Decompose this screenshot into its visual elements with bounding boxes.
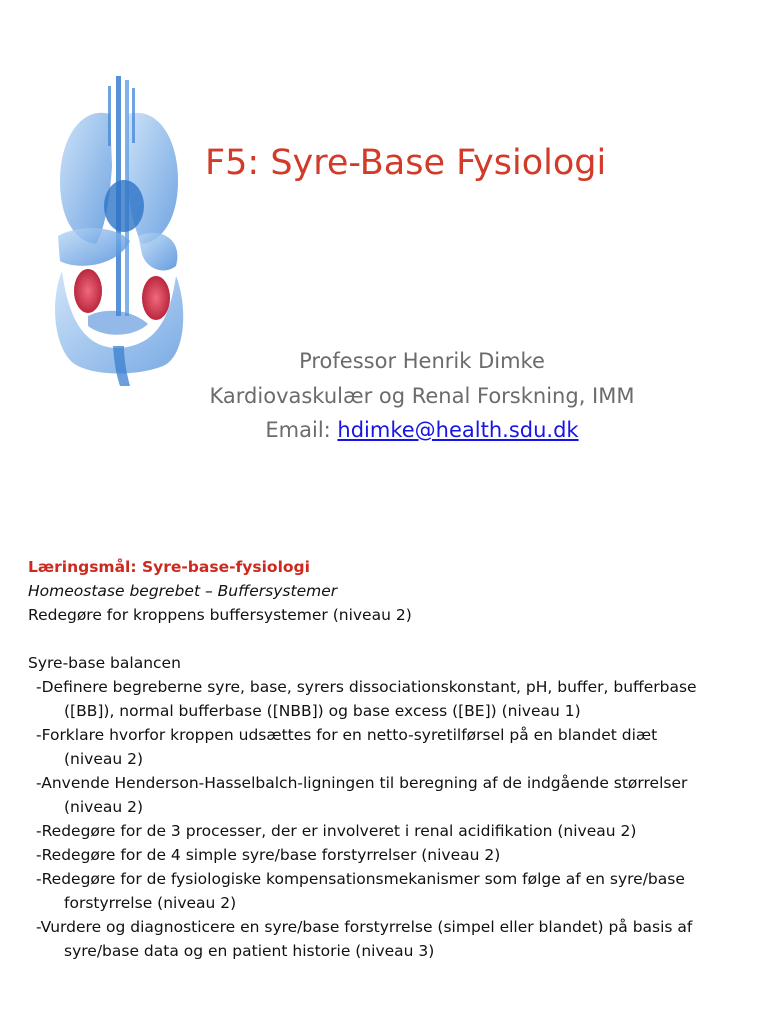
objective-text: -Vurdere og diagnosticere en syre/base forstyrrelse (simpel eller blandet) på basis af — [36, 918, 693, 936]
objective-text-continued: (niveau 2) — [64, 750, 144, 768]
objective-item — [28, 819, 758, 843]
objective-text: -Definere begreberne syre, base, syrers dissociationskonstant, pH, buffer, bufferbase — [36, 678, 697, 696]
objective-text: -Redegøre for de fysiologiske kompensationsmekanismer som følge af en syre/base — [36, 870, 685, 888]
email-line — [0, 413, 768, 448]
objectives-heading: Læringsmål: Syre-base-fysiologi — [28, 558, 310, 576]
objective-text: -Redegøre for de 4 simple syre/base forstyrrelser (niveau 2) — [36, 846, 501, 864]
objective-text: -Anvende Henderson-Hasselbalch-ligningen til beregning af de indgående størrelser — [36, 774, 688, 792]
objective-text-continued: syre/base data og en patient historie (niveau 3) — [64, 942, 435, 960]
slide-subtitle — [0, 344, 768, 448]
email-label: Email: — [265, 418, 338, 442]
objective-item — [28, 867, 758, 915]
learning-objectives — [28, 555, 758, 963]
author-affiliation: Kardiovaskulær og Renal Forskning, IMM — [209, 383, 635, 408]
objective-text-continued: ([BB]), normal bufferbase ([NBB]) og base excess ([BE]) (niveau 1) — [64, 702, 581, 720]
objective-list — [28, 675, 758, 963]
anatomy-organs-icon — [38, 76, 198, 386]
section-gap — [28, 627, 758, 651]
objectives-subheading: Homeostase begrebet – Buffersystemer — [28, 582, 338, 600]
objective-text: -Redegøre for de 3 processer, der er involveret i renal acidifikation (niveau 2) — [36, 822, 637, 840]
slide-title: F5: Syre-Base Fysiologi — [205, 143, 607, 183]
objective-item — [28, 723, 758, 771]
email-link[interactable]: hdimke@health.sdu.dk — [337, 418, 579, 442]
objective-item — [28, 843, 758, 867]
objective-text: -Forklare hvorfor kroppen udsættes for en netto-syretilførsel på en blandet diæt — [36, 726, 658, 744]
objective-item — [28, 675, 758, 723]
objective-text-continued: (niveau 2) — [64, 798, 144, 816]
section-title: Syre-base balancen — [28, 654, 181, 672]
objective-item — [28, 915, 758, 963]
objective-text-continued: forstyrrelse (niveau 2) — [64, 894, 237, 912]
objectives-intro: Redegøre for kroppens buffersystemer (niveau 2) — [28, 606, 412, 624]
author-name: Professor Henrik Dimke — [299, 349, 545, 373]
objective-item — [28, 771, 758, 819]
